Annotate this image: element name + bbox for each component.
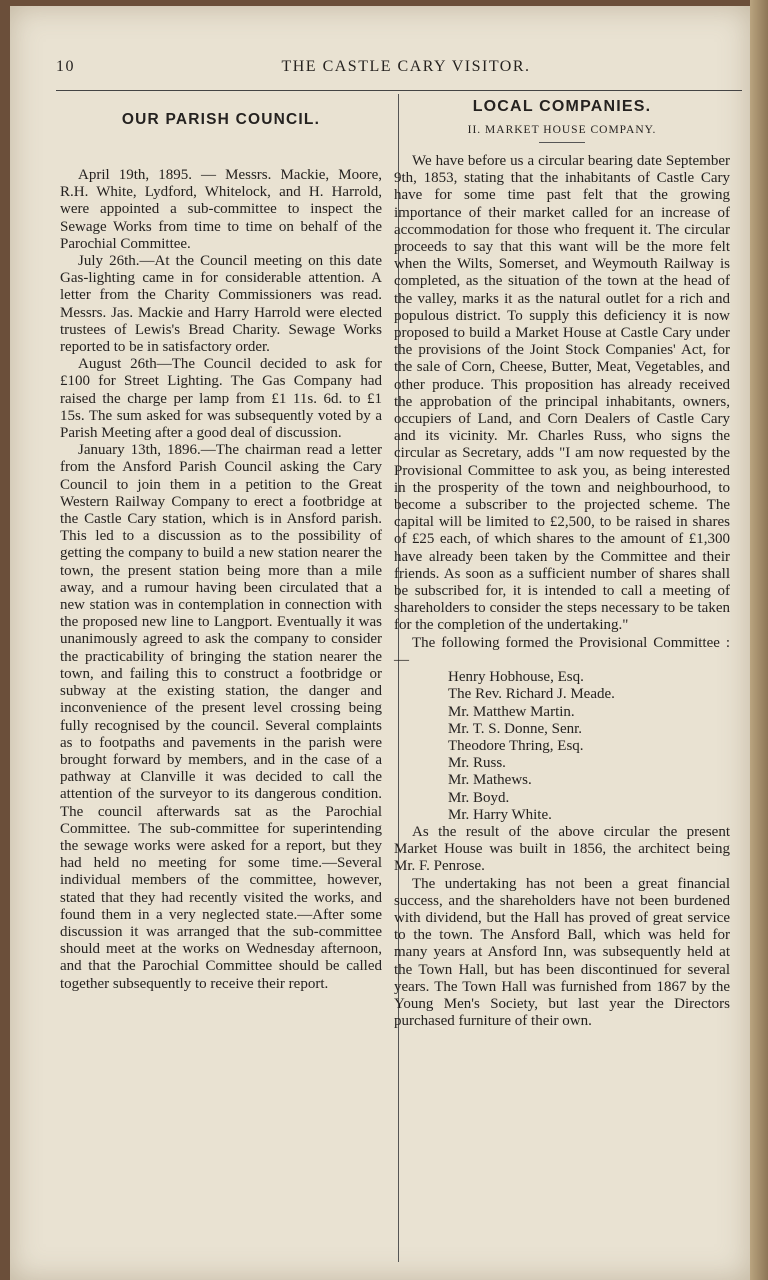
header-rule bbox=[56, 90, 742, 91]
right-column bbox=[394, 98, 730, 1030]
article-paragraph: July 26th.—At the Council meeting on this date Gas-lighting came in for considerable attention. A letter from the Charity Commissioners was read. Messrs. Jas. Mackie and Harry Harrold were elected trustees of Lewis's Bread Charity. Sewage Works reported to be in satisfactory order. bbox=[60, 253, 382, 356]
left-column bbox=[60, 98, 382, 993]
article-paragraph: January 13th, 1896.—The chairman read a letter from the Ansford Parish Council asking the Cary Council to join them in a petition to the Great Western Railway Company to erect a footbridge at the Castle Cary station, which is in Ansford parish. This led to a discussion as to the possibility of getting the company to build a new station nearer the town, the present station being more than a mile away, and a rumour having been circulated that a new station was in contemplation in connection with the proposed new line to Langport. Eventually it was unanimously agreed to ask the company to consider the practicability of bringing the station nearer the town, and failing this to construct a footbridge or subway at the existing station, the danger and inconvenience of the present level crossing being fully recognised by the council. Several complaints as to footpaths and pavements in the parish were brought forward by members, and in the case of a pathway at Clanville it was decided to call the attention of the surveyor to its dangerous condition. The council afterwards sat as the Parochial Committee. The sub-committee for superintending the sewage works were asked for a report, but they had held no meeting for some time.—Several individual members of the committee, however, stated that they had recently visited the works, and found them in a very neglected state.—After some discussion it was arranged that the sub-committee should meet at the works on Wednesday afternoon, and that the Parochial Committee should be called together subsequently to receive their report. bbox=[60, 442, 382, 992]
article-paragraph: August 26th—The Council decided to ask for £100 for Street Lighting. The Gas Company had raised the charge per lamp from £1 11s. 6d. to £1 15s. The sum asked for was subsequently voted by a Parish Meeting after a good deal of discussion. bbox=[60, 356, 382, 442]
journal-title: THE CASTLE CARY VISITOR. bbox=[281, 58, 531, 75]
article-paragraph: The following formed the Provisional Committee :— bbox=[394, 634, 730, 668]
running-head bbox=[56, 58, 716, 80]
committee-member: Mr. Matthew Martin. bbox=[448, 703, 575, 720]
committee-member: Mr. Boyd. bbox=[448, 789, 510, 806]
parish-council-heading: OUR PARISH COUNCIL. bbox=[121, 111, 321, 128]
market-house-subheading: II. MARKET HOUSE COMPANY. bbox=[467, 124, 657, 136]
committee-member: Mr. T. S. Donne, Senr. bbox=[448, 720, 583, 737]
local-companies-heading: LOCAL COMPANIES. bbox=[472, 98, 652, 115]
page-number: 10 bbox=[56, 58, 75, 75]
article-paragraph: We have before us a circular bearing date September 9th, 1853, stating that the inhabitants of Castle Cary have for some time past felt that the growing importance of their market called for an increase of accommodation for those who frequent it. The circular proceeds to say that this want will be the more felt when the Wilts, Somerset, and Weymouth Railway is completed, as the situation of the town at the head of the valley, marks it as the natural outlet for a rich and populous district. To supply this deficiency it is now proposed to build a Market House at Castle Cary under the provisions of the Joint Stock Companies' Act, for the sale of Corn, Cheese, Butter, Meat, Vegetables, and other produce. This proposition has already received the approbation of the principal inhabitants, owners, occupiers of Land, and Corn Dealers of Castle Cary and its vicinity. Mr. Charles Russ, who signs the circular as Secretary, adds "I am now requested by the Provisional Committee to ask you, as being interested in the prosperity of the town and neighbourhood, to become a subscriber to the projected scheme. The capital will be limited to £2,500, to be raised in shares of £25 each, of which shares to the amount of £1,300 have already been taken by the Committee and their friends. As soon as a sufficient number of shares shall be subscribed for, it is intended to call a meeting of shareholders to consider the steps necessary to be taken for the completion of the undertaking." bbox=[394, 153, 730, 634]
book-page bbox=[10, 6, 750, 1280]
article-paragraph: As the result of the above circular the present Market House was built in 1856, the architect being Mr. F. Penrose. bbox=[394, 823, 730, 875]
committee-member: Henry Hobhouse, Esq. bbox=[448, 669, 584, 686]
committee-member: The Rev. Richard J. Meade. bbox=[448, 686, 615, 703]
article-paragraph: April 19th, 1895. — Messrs. Mackie, Moore, R.H. White, Lydford, Whitelock, and H. Harrold, were appointed a sub-committee to inspect the Sewage Works from time to time on behalf of the Parochial Committee. bbox=[60, 167, 382, 252]
committee-member: Mr. Mathews. bbox=[448, 772, 532, 789]
book-edge bbox=[750, 0, 768, 1280]
committee-list bbox=[394, 669, 730, 824]
section-rule bbox=[539, 142, 585, 143]
committee-member: Mr. Russ. bbox=[448, 755, 506, 772]
article-paragraph: The undertaking has not been a great financial success, and the shareholders have not been burdened with dividend, but the Hall has proved of great service to the town. The Ansford Ball, which was held for many years at Ansford Inn, was subsequently held at the Town Hall, but has been discontinued for several years. The Town Hall was furnished from 1867 by the Young Men's Society, but last year the Directors purchased furniture of their own. bbox=[394, 875, 730, 1030]
committee-member: Theodore Thring, Esq. bbox=[448, 737, 584, 754]
committee-member: Mr. Harry White. bbox=[448, 806, 552, 823]
